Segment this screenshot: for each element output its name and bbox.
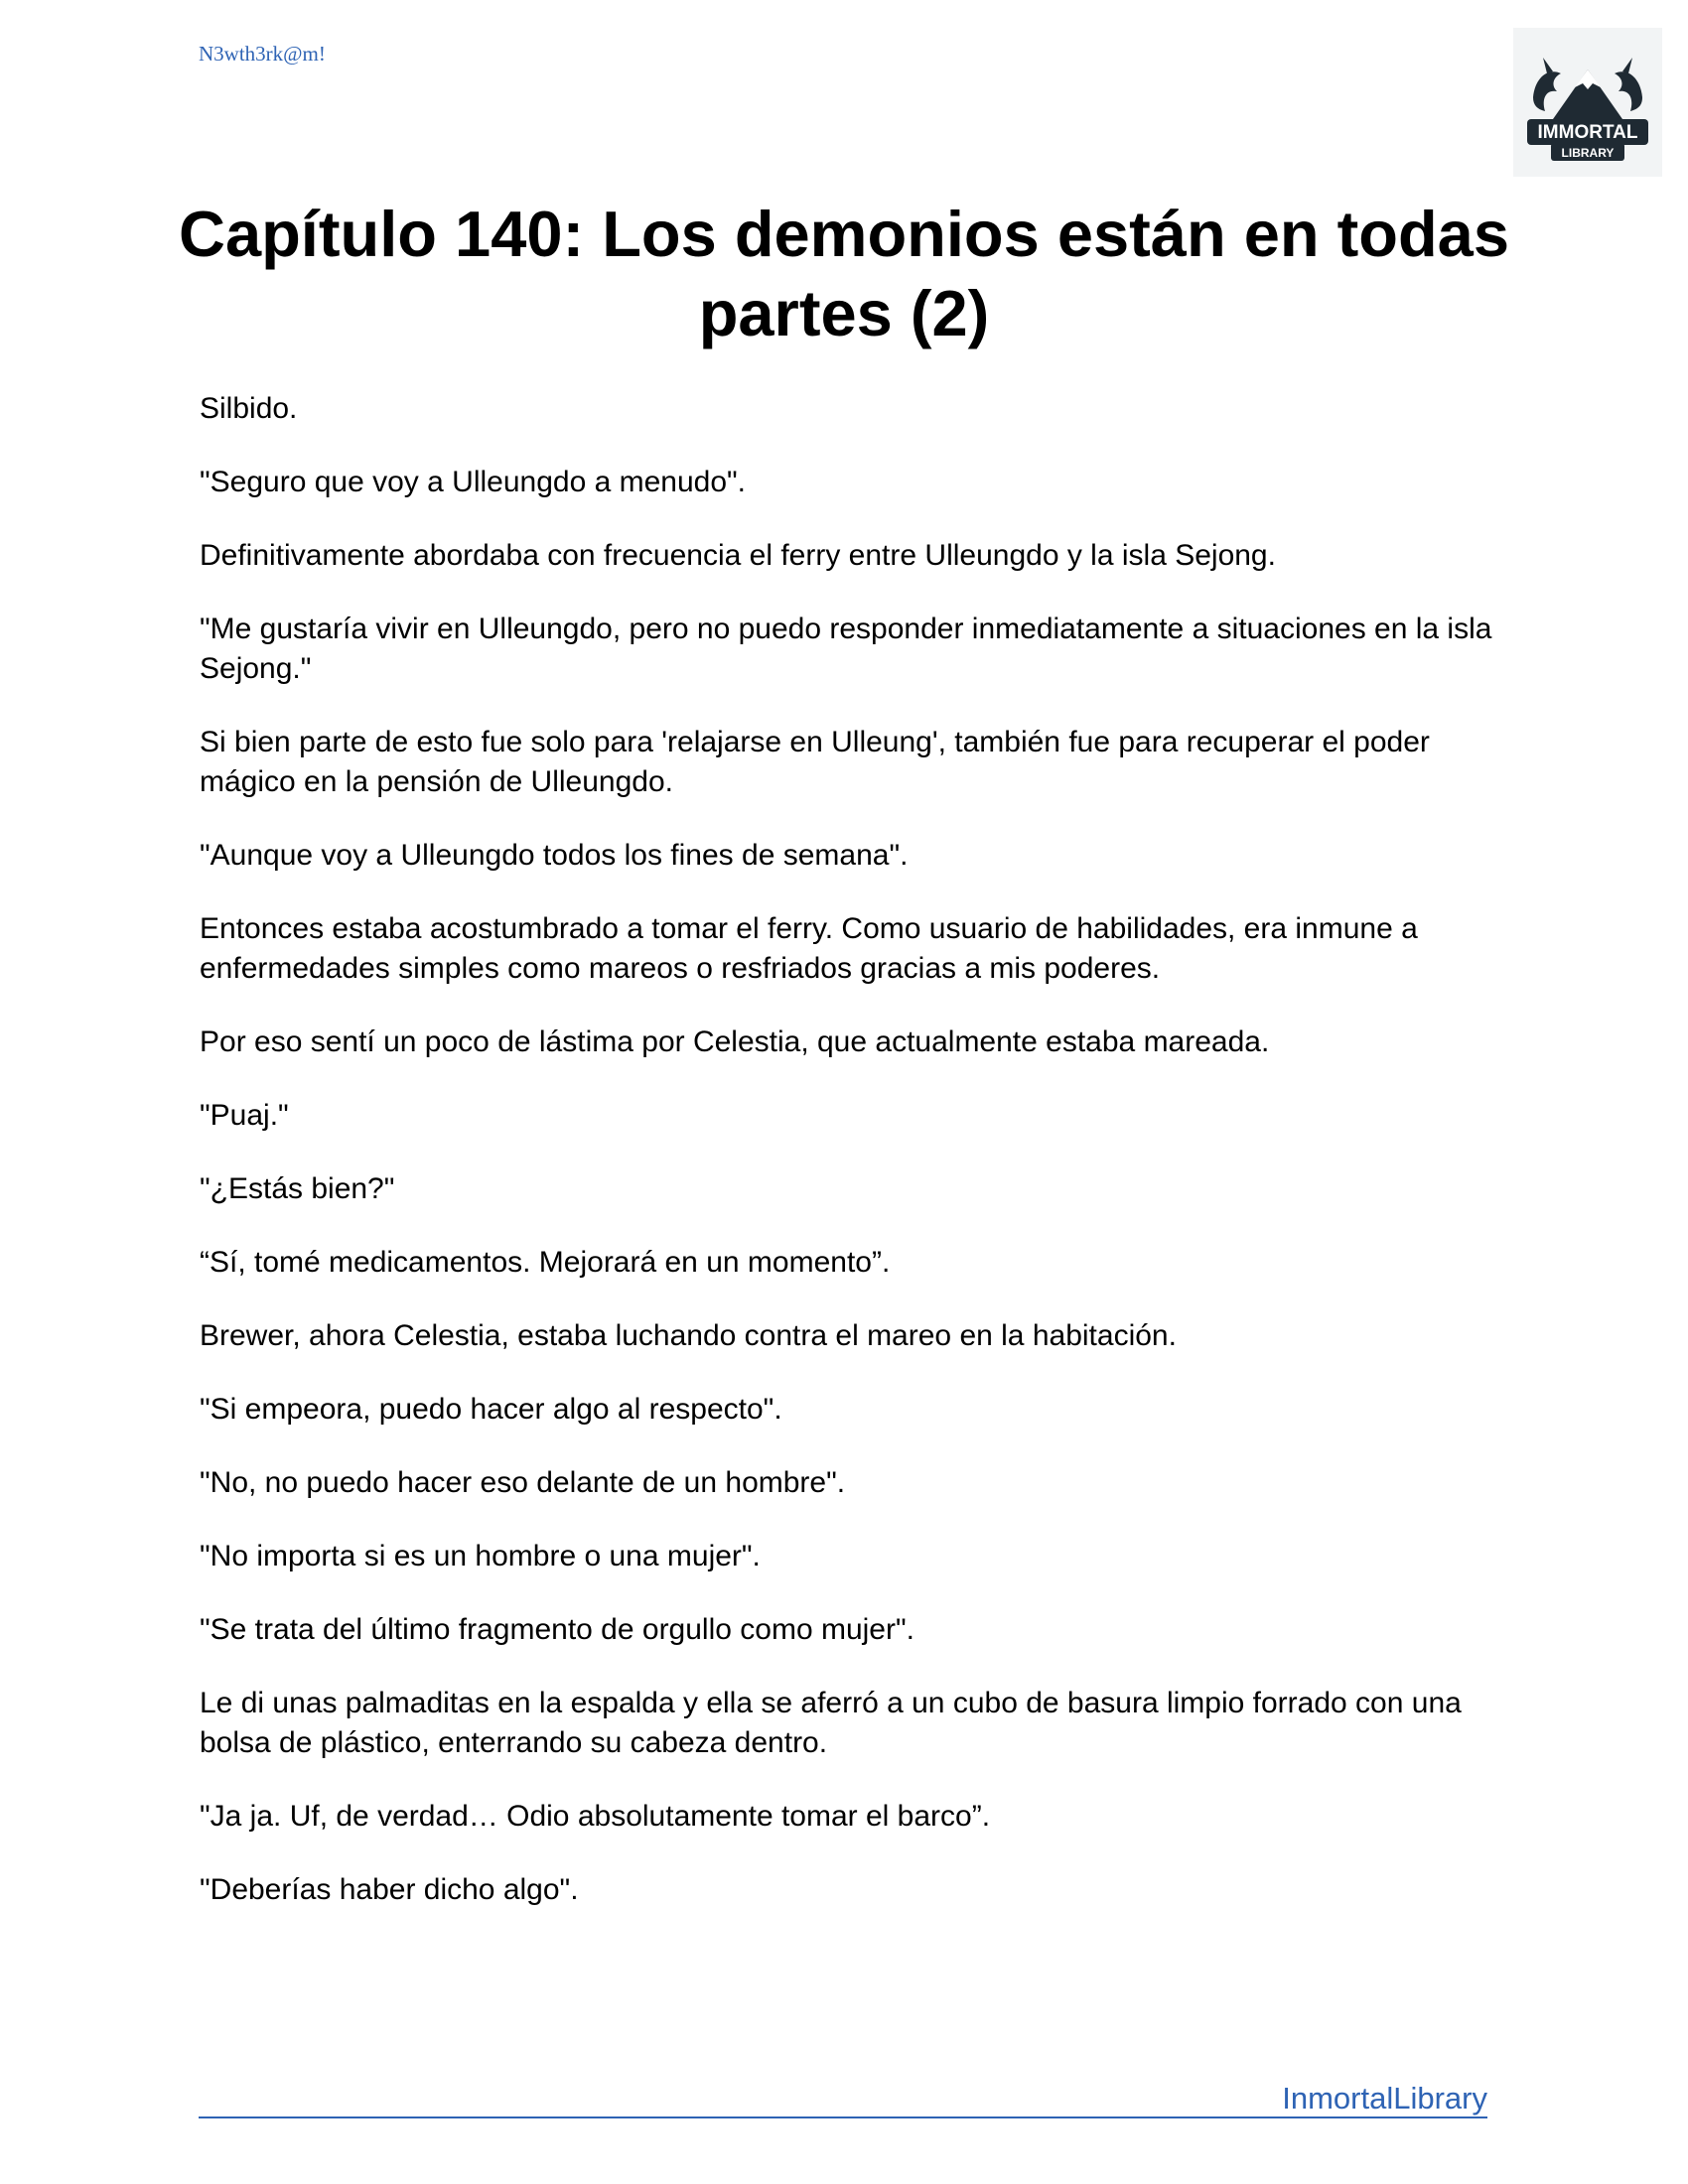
paragraph: Entonces estaba acostumbrado a tomar el ferry. Como usuario de habilidades, era inmune a enfermedades simples como mareos o resfriados gracias a mis poderes. (200, 912, 1418, 985)
paragraph: Silbido. (200, 392, 298, 425)
logo-graphic (1513, 28, 1662, 177)
chapter-body (200, 389, 1510, 1944)
paragraph: Definitivamente abordaba con frecuencia el ferry entre Ulleungdo y la isla Sejong. (200, 539, 1276, 572)
paragraph: “Sí, tomé medicamentos. Mejorará en un momento”. (200, 1246, 891, 1279)
page-title: Capítulo 140: Los demonios están en todas partes (2) (179, 198, 1509, 349)
immortal-library-logo-icon (1513, 28, 1662, 177)
paragraph: Si bien parte de esto fue solo para 'relajarse en Ulleung', también fue para recuperar el poder mágico en la pensión de Ulleungdo. (200, 726, 1430, 798)
paragraph: "No importa si es un hombre o una mujer". (200, 1540, 761, 1572)
paragraph: "Puaj." (200, 1099, 289, 1132)
paragraph: Por eso sentí un poco de lástima por Celestia, que actualmente estaba mareada. (200, 1025, 1270, 1058)
paragraph: "Se trata del último fragmento de orgullo como mujer". (200, 1613, 914, 1646)
footer-divider (199, 2116, 1487, 2118)
paragraph: Brewer, ahora Celestia, estaba luchando contra el mareo en la habitación. (200, 1319, 1177, 1352)
paragraph: "Me gustaría vivir en Ulleungdo, pero no puedo responder inmediatamente a situaciones en la isla Sejong." (200, 613, 1492, 685)
logo-text-line1: IMMORTAL (1537, 122, 1638, 143)
footer-link[interactable]: InmortalLibrary (1282, 2081, 1487, 2116)
header-tag: N3wth3rk@m! (199, 42, 326, 66)
paragraph: "Deberías haber dicho algo". (200, 1873, 579, 1906)
paragraph: Le di unas palmaditas en la espalda y ella se aferró a un cubo de basura limpio forrado con una bolsa de plástico, enterrando su cabeza dentro. (200, 1687, 1462, 1759)
paragraph: "Aunque voy a Ulleungdo todos los fines de semana". (200, 839, 909, 872)
paragraph: "No, no puedo hacer eso delante de un hombre". (200, 1466, 846, 1499)
paragraph: "Ja ja. Uf, de verdad… Odio absolutamente tomar el barco”. (200, 1800, 991, 1833)
logo-text-line2: LIBRARY (1561, 146, 1615, 160)
paragraph: "¿Estás bien?" (200, 1172, 395, 1205)
paragraph: "Seguro que voy a Ulleungdo a menudo". (200, 466, 747, 498)
paragraph: "Si empeora, puedo hacer algo al respecto". (200, 1393, 782, 1426)
